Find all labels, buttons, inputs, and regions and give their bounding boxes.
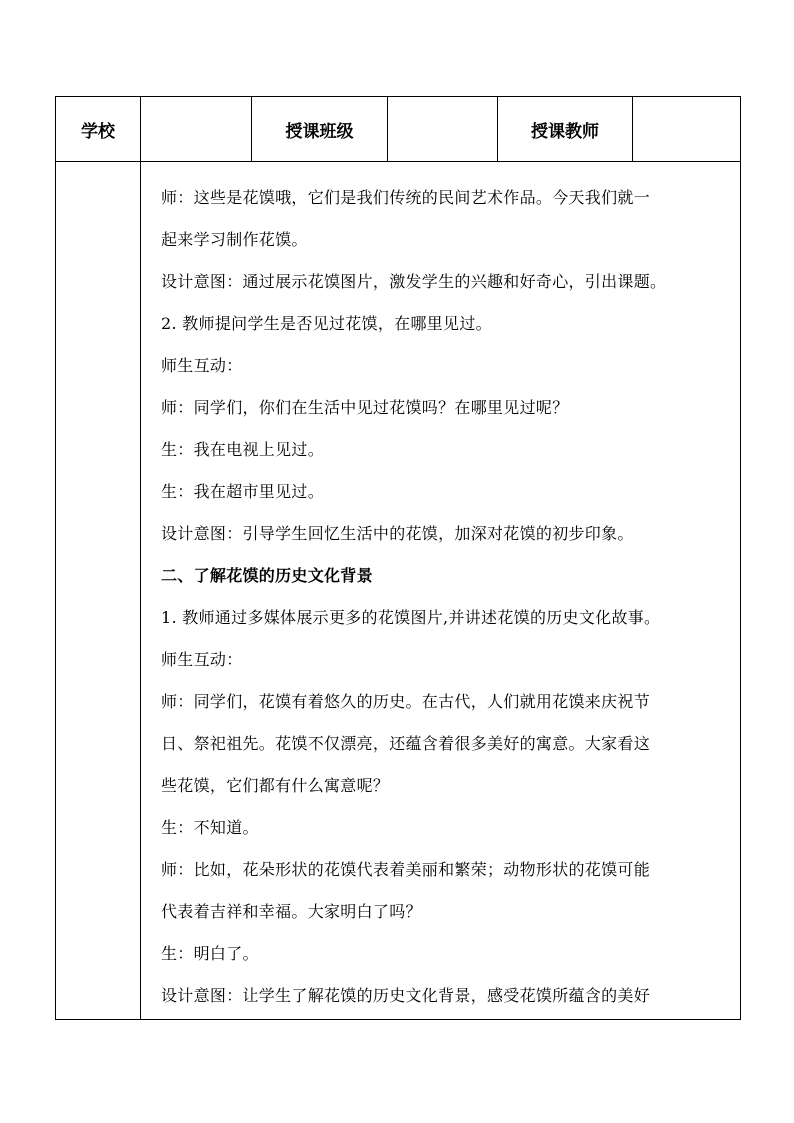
content-line: 日、祭祀祖先。花馍不仅漂亮，还蕴含着很多美好的寓意。大家看这 [161, 734, 651, 753]
content-line: 1. 教师通过多媒体展示更多的花馍图片,并讲述花馍的历史文化故事。 [161, 608, 661, 627]
content-line: 师生互动： [161, 650, 243, 669]
content-line: 师：比如，花朵形状的花馍代表着美丽和繁荣；动物形状的花馍可能 [161, 860, 651, 879]
content-line: 些花馍，它们都有什么寓意呢？ [161, 776, 390, 795]
school-value [141, 97, 252, 162]
teacher-value [633, 97, 741, 162]
class-value [388, 97, 498, 162]
content-line: 生：不知道。 [161, 818, 259, 837]
header-row [56, 97, 741, 162]
content-row [56, 162, 741, 1020]
content-line: 生：我在超市里见过。 [161, 482, 325, 501]
lesson-plan-table [55, 96, 741, 1020]
content-line: 设计意图：通过展示花馍图片，激发学生的兴趣和好奇心，引出课题。 [161, 272, 667, 291]
content-line: 生：明白了。 [161, 944, 259, 963]
content-line: 师生互动： [161, 356, 243, 375]
left-blank-cell [56, 162, 141, 1020]
content-line: 设计意图：让学生了解花馍的历史文化背景，感受花馍所蕴含的美好 [161, 986, 651, 1005]
school-label: 学校 [56, 97, 141, 162]
content-line: 起来学习制作花馍。 [161, 230, 308, 249]
section-heading: 二、了解花馍的历史文化背景 [161, 566, 373, 585]
content-line: 代表着吉祥和幸福。大家明白了吗？ [161, 902, 422, 921]
content-line: 师：同学们，你们在生活中见过花馍吗？在哪里见过呢？ [161, 398, 569, 417]
content-cell [141, 162, 741, 1020]
content-line: 生：我在电视上见过。 [161, 440, 325, 459]
teacher-label: 授课教师 [498, 97, 633, 162]
content-line: 师：同学们，花馍有着悠久的历史。在古代，人们就用花馍来庆祝节 [161, 692, 651, 711]
content-line: 设计意图：引导学生回忆生活中的花馍，加深对花馍的初步印象。 [161, 524, 634, 543]
class-label: 授课班级 [252, 97, 388, 162]
content-line: 2. 教师提问学生是否见过花馍，在哪里见过。 [161, 314, 492, 333]
content-line: 师：这些是花馍哦，它们是我们传统的民间艺术作品。今天我们就一 [161, 188, 651, 207]
